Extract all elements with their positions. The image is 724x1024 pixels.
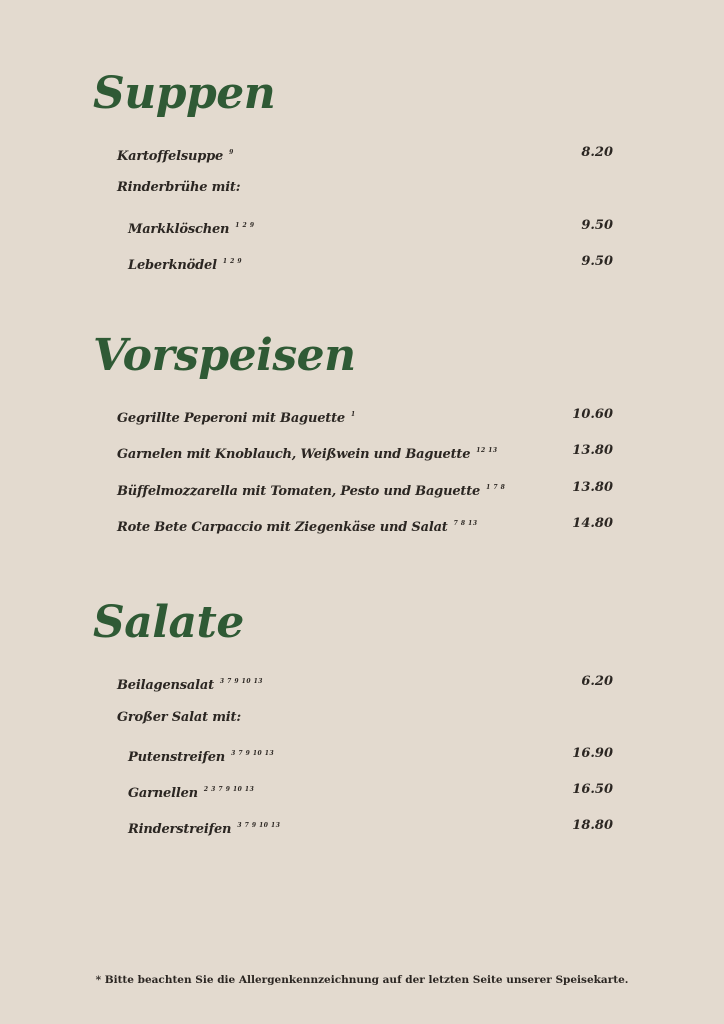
allergen-codes: 3 7 9 10 13	[219, 678, 263, 685]
menu-item-beilagensalat	[117, 671, 613, 693]
item-name-text: Rinderstreifen	[128, 822, 232, 837]
item-name	[117, 142, 234, 168]
item-name	[128, 743, 274, 769]
item-price: 8.20	[581, 145, 613, 160]
menu-item-rinderbruehe	[117, 177, 613, 199]
menu-item-markkloeschen	[128, 215, 613, 237]
item-name	[128, 215, 255, 241]
menu-item-kartoffelsuppe	[117, 142, 613, 164]
item-name	[117, 177, 240, 199]
item-name-text: Beilagensalat	[117, 678, 214, 693]
item-price: 9.50	[581, 254, 613, 269]
item-price: 16.50	[572, 782, 613, 797]
allergen-codes: 1 2 9	[235, 222, 255, 229]
allergen-codes: 3 7 9 10 13	[237, 822, 281, 829]
menu-item-bueffelmozzarella	[117, 477, 613, 499]
item-name-text: Leberknödel	[128, 258, 217, 273]
menu-item-peperoni	[117, 404, 613, 426]
allergen-codes: 7 8 13	[453, 520, 478, 527]
section-title-vorspeisen: Vorspeisen	[93, 330, 356, 381]
allergen-codes: 12 13	[476, 447, 498, 454]
item-name-text: Garnellen	[128, 786, 198, 801]
item-price: 18.80	[572, 818, 613, 833]
allergen-codes: 9	[229, 149, 234, 156]
item-price: 13.80	[572, 480, 613, 495]
item-name-text: Kartoffelsuppe	[117, 149, 224, 164]
item-name-text: Rote Bete Carpaccio mit Ziegenkäse und Salat	[117, 520, 448, 535]
item-name-text: Großer Salat mit:	[117, 710, 241, 725]
item-name	[117, 477, 505, 503]
item-name-text: Putenstreifen	[128, 750, 226, 765]
item-name-text: Rinderbrühe mit:	[117, 180, 241, 195]
allergen-codes: 1 7 8	[486, 484, 506, 491]
allergen-codes: 2 3 7 9 10 13	[203, 786, 255, 793]
menu-item-grosser-salat	[117, 707, 613, 729]
item-name-text: Büffelmozzarella mit Tomaten, Pesto und Baguette	[117, 484, 481, 499]
section-title-salate: Salate	[93, 597, 244, 648]
item-price: 14.80	[572, 516, 613, 531]
item-name-text: Garnelen mit Knoblauch, Weißwein und Baguette	[117, 447, 471, 462]
menu-item-putenstreifen	[128, 743, 613, 765]
menu-item-rinderstreifen	[128, 815, 613, 837]
item-name-text: Markklöschen	[128, 222, 230, 237]
allergen-codes: 1	[350, 411, 356, 418]
item-name	[117, 513, 478, 539]
item-price: 9.50	[581, 218, 613, 233]
item-price: 16.90	[572, 746, 613, 761]
menu-item-leberknoedel	[128, 251, 613, 273]
item-name-text: Gegrillte Peperoni mit Baguette	[117, 411, 345, 426]
item-name	[128, 779, 254, 805]
item-name	[117, 671, 263, 697]
menu-item-garnellen	[128, 779, 613, 801]
item-name	[117, 404, 356, 430]
allergen-footnote: * Bitte beachten Sie die Allergenkennzeichnung auf der letzten Seite unserer Speisekarte.	[95, 974, 629, 986]
item-name	[117, 440, 498, 466]
item-name	[117, 707, 241, 729]
item-name	[128, 251, 242, 277]
allergen-codes: 3 7 9 10 13	[231, 750, 275, 757]
item-name	[128, 815, 280, 841]
item-price: 13.80	[572, 443, 613, 458]
menu-item-garnelen	[117, 440, 613, 462]
allergen-codes: 1 2 9	[222, 258, 243, 265]
item-price: 6.20	[581, 674, 613, 689]
item-price: 10.60	[572, 407, 613, 422]
section-title-suppen: Suppen	[93, 68, 276, 119]
menu-item-rote-bete-carpaccio	[117, 513, 613, 535]
